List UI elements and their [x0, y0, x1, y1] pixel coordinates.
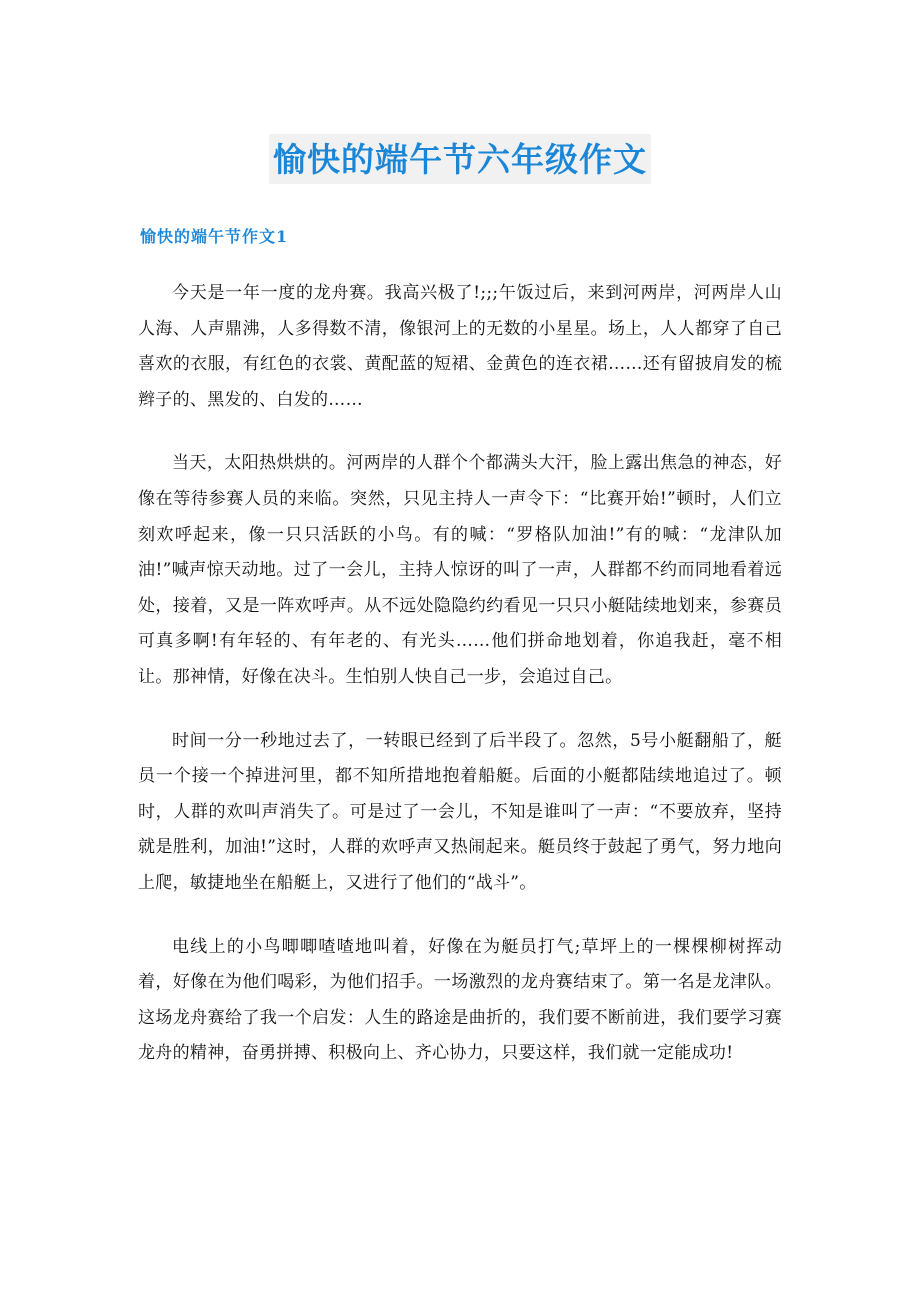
paragraph-1: 今天是一年一度的龙舟赛。我高兴极了!;;;午饭过后，来到河两岸，河两岸人山人海、人声鼎沸，人多得数不清，像银河上的无数的小星星。场上，人人都穿了自己喜欢的衣服，有红色的衣裳、黄配蓝的短裙、金黄色的连衣裙……还有留披肩发的梳辫子的、黑发的、白发的…… [138, 283, 782, 410]
paragraph-4: 电线上的小鸟唧唧喳喳地叫着，好像在为艇员打气;草坪上的一棵棵柳树挥动着，好像在为他们喝彩，为他们招手。一场激烈的龙舟赛结束了。第一名是龙津队。这场龙舟赛给了我一个启发：人生的路途是曲折的，我们要不断前进，我们要学习赛龙舟的精神，奋勇拼搏、积极向上、齐心协力，只要这样，我们就一定能成功! [138, 936, 782, 1064]
section-heading: 愉快的端午节作文1 [140, 227, 289, 246]
page-title: 愉快的端午节六年级作文 [269, 134, 651, 184]
paragraph-2: 当天，太阳热烘烘的。河两岸的人群个个都满头大汗，脸上露出焦急的神态，好像在等待参赛人员的来临。突然，只见主持人一声令下：“比赛开始!”顿时，人们立刻欢呼起来，像一只只活跃的小鸟。有的喊：“罗格队加油!”有的喊：“龙津队加油!”喊声惊天动地。过了一会儿，主持人惊讶的叫了一声，人群都不约而同地看着远处，接着，又是一阵欢呼声。从不远处隐隐约约看见一只只小艇陆续地划来，参赛员可真多啊!有年轻的、有年老的、有光头……他们拼命地划着，你追我赶，毫不相让。那神情，好像在决斗。生怕别人快自己一步，会追过自己。 [138, 453, 782, 687]
paragraph-3: 时间一分一秒地过去了，一转眼已经到了后半段了。忽然，5号小艇翻船了，艇员一个接一个掉进河里，都不知所措地抱着船艇。后面的小艇都陆续地追过了。顿时，人群的欢叫声消失了。可是过了一会儿，不知是谁叫了一声：“不要放弃，坚持就是胜利，加油!”这时，人群的欢呼声又热闹起来。艇员终于鼓起了勇气，努力地向上爬，敏捷地坐在船艇上，又进行了他们的“战斗”。 [138, 730, 782, 893]
title-container [0, 134, 920, 184]
article-body [138, 276, 782, 1100]
